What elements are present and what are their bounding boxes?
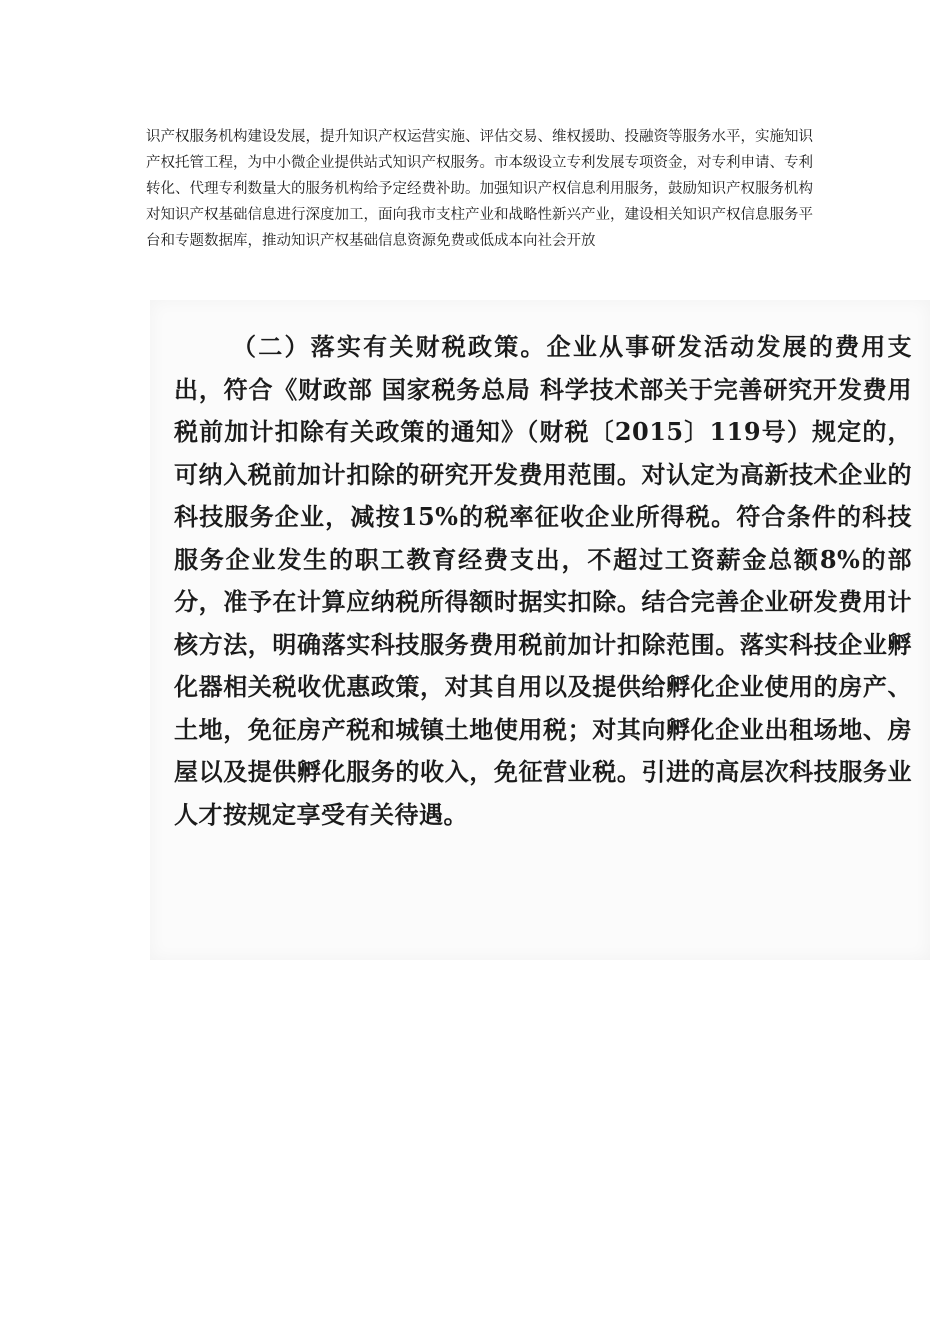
tax-policy-paragraph: （二）落实有关财税政策。企业从事研发活动发展的费用支出，符合《财政部 国家税务总局 科学技术部关于完善研究开发费用税前加计扣除有关政策的通知》（财税〔2015〕119号）规定的，可纳入税前加计扣除的研究开发费用范围。对认定为高新技术企业的科技服务企业，减按15%的税率征收企业所得税。符合条件的科技服务企业发生的职工教育经费支出，不超过工资薪金总额8%的部分，准予在计算应纳税所得额时据实扣除。结合完善企业研发费用计核方法，明确落实科技服务费用税前加计扣除范围。落实科技企业孵化器相关税收优惠政策，对其自用以及提供给孵化企业使用的房产、土地，免征房产税和城镇土地使用税；对其向孵化企业出租场地、房屋以及提供孵化服务的收入，免征营业税。引进的高层次科技服务业人才按规定享受有关待遇。 — [174, 332, 912, 829]
scanned-excerpt — [150, 300, 930, 960]
intro-paragraph: 识产权服务机构建设发展，提升知识产权运营实施、评估交易、维权援助、投融资等服务水平，实施知识产权托管工程，为中小微企业提供站式知识产权服务。市本级设立专利发展专项资金，对专利申请、专利转化、代理专利数量大的服务机构给予定经费补助。加强知识产权信息利用服务，鼓励知识产权服务机构对知识产权基础信息进行深度加工，面向我市支柱产业和战略性新兴产业，建设相关知识产权信息服务平台和专题数据库，推动知识产权基础信息资源免费或低成本向社会开放 — [146, 129, 813, 249]
